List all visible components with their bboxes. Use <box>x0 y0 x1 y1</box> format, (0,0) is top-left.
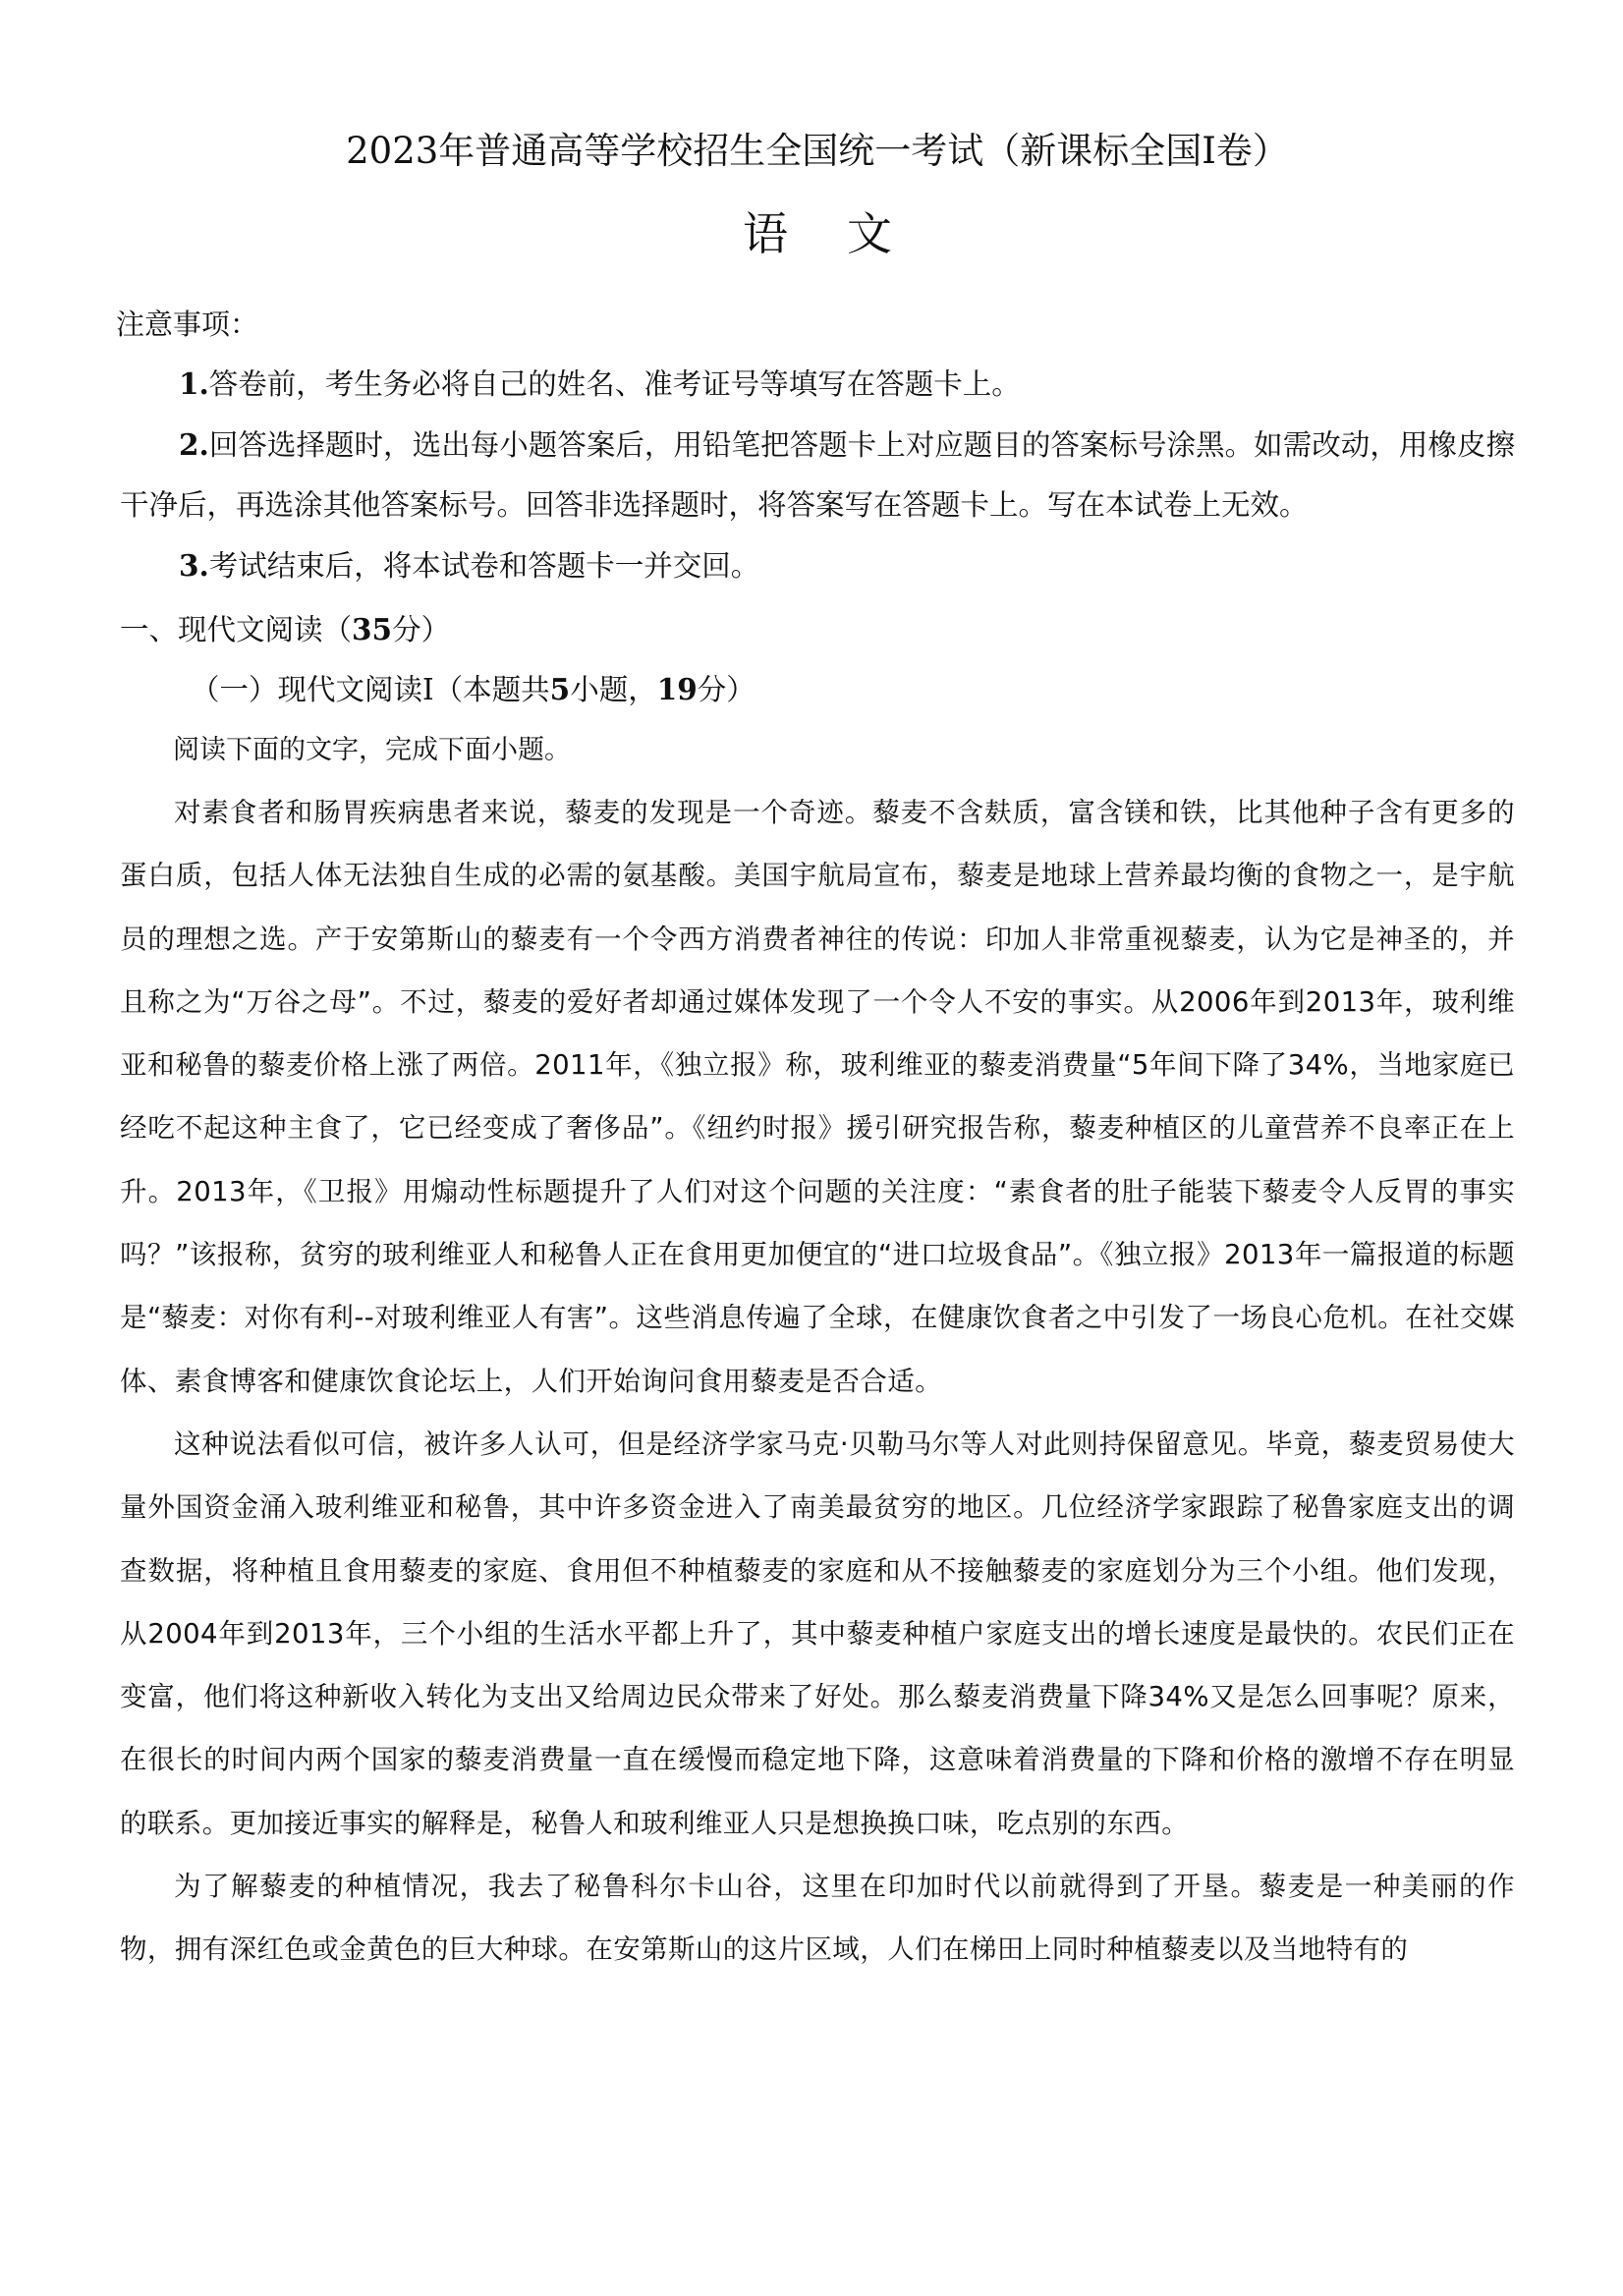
note-number: 1. <box>179 366 209 401</box>
note-number: 2. <box>179 427 209 462</box>
note-number: 3. <box>179 548 209 583</box>
passage-paragraph-1: 对素食者和肠胃疾病患者来说，藜麦的发现是一个奇迹。藜麦不含麸质，富含镁和铁，比其他种子含有更多的蛋白质，包括人体无法独自生成的必需的氨基酸。美国宇航局宣布，藜麦是地球上营养最均衡的食物之一，是宇航员的理想之选。产于安第斯山的藜麦有一个令西方消费者神往的传说：印加人非常重视藜麦，认为它是神圣的，并且称之为“万谷之母”。不过，藜麦的爱好者却通过媒体发现了一个令人不安的事实。从2006年到2013年，玻利维亚和秘鲁的藜麦价格上涨了两倍。2011年，《独立报》称，玻利维亚的藜麦消费量“5年间下降了34%，当地家庭已经吃不起这种主食了，它已经变成了奢侈品”。《纽约时报》援引研究报告称，藜麦种植区的儿童营养不良率正在上升。2013年，《卫报》用煽动性标题提升了人们对这个问题的关注度：“素食者的肚子能装下藜麦令人反胃的事实吗？”该报称，贫穷的玻利维亚人和秘鲁人正在食用更加便宜的“进口垃圾食品”。《独立报》2013年一篇报道的标题是“藜麦：对你有利--对玻利维亚人有害”。这些消息传遍了全球，在健康饮食者之中引发了一场良心危机。在社交媒体、素食博客和健康饮食论坛上，人们开始询问食用藜麦是否合适。 <box>120 797 1515 1397</box>
section-score: 35 <box>352 612 393 646</box>
notes-heading: 注意事项： <box>116 308 259 341</box>
exam-page <box>116 126 1515 1982</box>
exam-title: 2023年普通高等学校招生全国统一考试（新课标全国Ⅰ卷） <box>346 130 1289 172</box>
note-item-2 <box>120 415 1515 535</box>
section-heading: 一、现代文阅读（35分） <box>120 612 451 646</box>
passage-paragraph-3: 为了解藜麦的种植情况，我去了秘鲁科尔卡山谷，这里在印加时代以前就得到了开垦。藜麦是一种美丽的作物，拥有深红色或金黄色的巨大种球。在安第斯山的这片区域，人们在梯田上同时种植藜麦以及当地特有的 <box>120 1871 1515 1966</box>
note-text: 答卷前，考生务必将自己的姓名、准考证号等填写在答题卡上。 <box>208 367 1021 401</box>
passage-paragraph-2: 这种说法看似可信，被许多人认可，但是经济学家马克·贝勒马尔等人对此则持保留意见。毕竟，藜麦贸易使大量外国资金涌入玻利维亚和秘鲁，其中许多资金进入了南美最贫穷的地区。几位经济学家跟踪了秘鲁家庭支出的调查数据，将种植且食用藜麦的家庭、食用但不种植藜麦的家庭和从不接触藜麦的家庭划分为三个小组。他们发现，从2004年到2013年，三个小组的生活水平都上升了，其中藜麦种植户家庭支出的增长速度是最快的。农民们正在变富，他们将这种新收入转化为支出又给周边民众带来了好处。那么藜麦消费量下降34%又是怎么回事呢？原来，在很长的时间内两个国家的藜麦消费量一直在缓慢而稳定地下降，这意味着消费量的下降和价格的激增不存在明显的联系。更加接近事实的解释是，秘鲁人和玻利维亚人只是想换换口味，吃点别的东西。 <box>120 1428 1515 1839</box>
note-text: 考试结束后，将本试卷和答题卡一并交回。 <box>208 549 760 583</box>
question-count: 5 <box>549 672 571 706</box>
reading-instruction: 阅读下面的文字，完成下面小题。 <box>173 735 571 765</box>
note-item-1 <box>120 354 1515 415</box>
note-item-3 <box>120 535 1515 596</box>
subject-title: 语文 <box>743 207 951 260</box>
subsection-score: 19 <box>656 672 698 706</box>
note-text: 回答选择题时，选出每小题答案后，用铅笔把答题卡上对应题目的答案标号涂黑。如需改动，用橡皮擦干净后，再选涂其他答案标号。回答非选择题时，将答案写在答题卡上。写在本试卷上无效。 <box>120 428 1515 522</box>
subsection-heading: （一）现代文阅读Ⅰ（本题共5小题，19分） <box>191 672 756 706</box>
